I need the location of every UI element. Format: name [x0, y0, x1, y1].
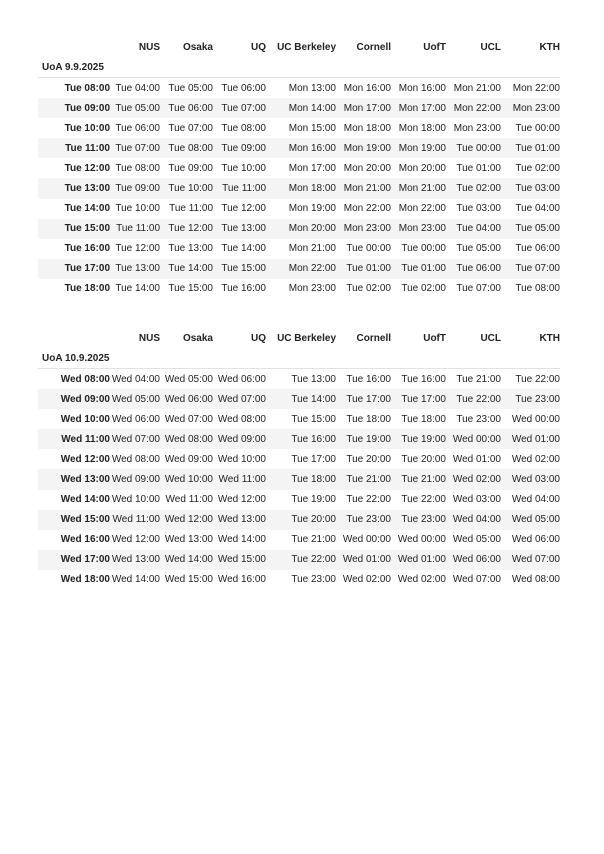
time-cell: Tue 18:00 [291, 474, 336, 486]
time-cell: Tue 09:00 [168, 162, 213, 174]
row-time-label: Wed 09:00 [60, 393, 110, 405]
column-header-uq: UQ [251, 41, 266, 53]
time-cell: Wed 01:00 [397, 554, 446, 566]
time-cell: Mon 22:00 [343, 203, 391, 215]
table-row [38, 259, 560, 279]
time-cell: Wed 04:00 [511, 494, 560, 506]
time-cell: Wed 03:00 [511, 474, 560, 486]
row-time-label: Wed 17:00 [60, 554, 110, 566]
time-cell: Wed 00:00 [511, 413, 560, 425]
time-cell: Wed 06:00 [452, 554, 501, 566]
time-cell: Mon 18:00 [398, 122, 446, 134]
time-cell: Tue 13:00 [291, 373, 336, 385]
column-header-ucl: UCL [480, 41, 501, 53]
time-cell: Tue 22:00 [515, 373, 560, 385]
time-cell: Mon 15:00 [288, 122, 336, 134]
time-cell: Wed 00:00 [342, 534, 391, 546]
time-cell: Wed 00:00 [397, 534, 446, 546]
time-cell: Tue 08:00 [515, 283, 560, 295]
time-cell: Mon 23:00 [512, 102, 560, 114]
time-cell: Tue 23:00 [515, 393, 560, 405]
table-row [38, 78, 560, 98]
time-cell: Tue 04:00 [115, 82, 160, 94]
time-cell: Tue 03:00 [515, 183, 560, 195]
time-cell: Tue 13:00 [168, 243, 213, 255]
time-cell: Mon 19:00 [398, 142, 446, 154]
time-cell: Mon 23:00 [453, 122, 501, 134]
time-cell: Wed 07:00 [111, 433, 160, 445]
row-time-label: Tue 17:00 [64, 263, 110, 275]
time-cell: Wed 08:00 [111, 453, 160, 465]
time-cell: Tue 16:00 [346, 373, 391, 385]
row-time-label: Tue 16:00 [64, 243, 110, 255]
time-cell: Wed 09:00 [164, 453, 213, 465]
time-cell: Tue 00:00 [515, 122, 560, 134]
row-time-label: Wed 14:00 [60, 494, 110, 506]
time-cell: Mon 21:00 [288, 243, 336, 255]
time-cell: Wed 16:00 [217, 574, 266, 586]
time-cell: Tue 12:00 [221, 203, 266, 215]
column-header-osaka: Osaka [182, 41, 213, 53]
time-cell: Tue 17:00 [346, 393, 391, 405]
time-cell: Tue 17:00 [291, 453, 336, 465]
time-cell: Mon 23:00 [398, 223, 446, 235]
time-cell: Mon 13:00 [288, 82, 336, 94]
timezone-table-day1 [38, 37, 560, 299]
time-cell: Wed 08:00 [217, 413, 266, 425]
time-cell: Wed 03:00 [452, 494, 501, 506]
time-cell: Tue 21:00 [346, 474, 391, 486]
date-label-text: UoA 10.9.2025 [42, 352, 110, 364]
row-time-label: Wed 11:00 [61, 433, 110, 445]
timezone-table-day2 [38, 328, 560, 590]
time-cell: Wed 02:00 [342, 574, 391, 586]
time-cell: Tue 15:00 [168, 283, 213, 295]
row-time-label: Tue 12:00 [64, 162, 110, 174]
time-cell: Mon 21:00 [453, 82, 501, 94]
time-cell: Wed 01:00 [452, 453, 501, 465]
table-row [38, 490, 560, 510]
time-cell: Wed 11:00 [112, 514, 160, 526]
time-cell: Wed 04:00 [111, 373, 160, 385]
time-cell: Tue 13:00 [115, 263, 160, 275]
time-cell: Tue 23:00 [291, 574, 336, 586]
time-cell: Tue 07:00 [515, 263, 560, 275]
table-row [38, 239, 560, 259]
time-cell: Tue 14:00 [221, 243, 266, 255]
time-cell: Wed 15:00 [164, 574, 213, 586]
time-cell: Wed 07:00 [511, 554, 560, 566]
time-cell: Wed 07:00 [164, 413, 213, 425]
time-cell: Wed 02:00 [511, 453, 560, 465]
time-cell: Tue 22:00 [291, 554, 336, 566]
time-cell: Wed 13:00 [164, 534, 213, 546]
time-cell: Tue 02:00 [456, 183, 501, 195]
time-cell: Tue 12:00 [168, 223, 213, 235]
table-row [38, 118, 560, 138]
time-cell: Mon 18:00 [288, 183, 336, 195]
column-header-uc-berkeley: UC Berkeley [277, 332, 336, 344]
time-cell: Tue 05:00 [456, 243, 501, 255]
time-cell: Wed 05:00 [164, 373, 213, 385]
time-cell: Tue 09:00 [221, 142, 266, 154]
time-cell: Tue 04:00 [515, 203, 560, 215]
time-cell: Tue 12:00 [115, 243, 160, 255]
time-cell: Wed 06:00 [111, 413, 160, 425]
time-cell: Mon 18:00 [343, 122, 391, 134]
column-header-row [38, 37, 560, 57]
time-cell: Tue 06:00 [168, 102, 213, 114]
time-cell: Tue 21:00 [291, 534, 336, 546]
row-time-label: Wed 13:00 [60, 474, 110, 486]
time-cell: Tue 15:00 [291, 413, 336, 425]
time-cell: Mon 23:00 [343, 223, 391, 235]
time-cell: Tue 02:00 [515, 162, 560, 174]
time-cell: Wed 12:00 [217, 494, 266, 506]
table-row [38, 510, 560, 530]
time-cell: Tue 23:00 [346, 514, 391, 526]
time-cell: Tue 22:00 [401, 494, 446, 506]
time-cell: Tue 07:00 [221, 102, 266, 114]
column-header-uoft: UofT [423, 41, 446, 53]
time-cell: Tue 20:00 [291, 514, 336, 526]
column-header-cornell: Cornell [356, 332, 391, 344]
time-cell: Wed 15:00 [217, 554, 266, 566]
time-cell: Wed 01:00 [511, 433, 560, 445]
row-time-label: Wed 18:00 [60, 574, 110, 586]
time-cell: Tue 18:00 [346, 413, 391, 425]
table-row [38, 570, 560, 590]
time-cell: Wed 04:00 [452, 514, 501, 526]
time-cell: Wed 06:00 [511, 534, 560, 546]
time-cell: Tue 06:00 [115, 122, 160, 134]
time-cell: Wed 14:00 [164, 554, 213, 566]
time-cell: Wed 13:00 [111, 554, 160, 566]
time-cell: Tue 20:00 [401, 453, 446, 465]
time-cell: Tue 23:00 [401, 514, 446, 526]
time-cell: Tue 14:00 [168, 263, 213, 275]
time-cell: Tue 23:00 [456, 413, 501, 425]
time-cell: Tue 07:00 [168, 122, 213, 134]
time-cell: Mon 21:00 [343, 183, 391, 195]
time-cell: Tue 08:00 [221, 122, 266, 134]
time-cell: Wed 05:00 [111, 393, 160, 405]
time-cell: Wed 14:00 [111, 574, 160, 586]
table-row [38, 138, 560, 158]
time-cell: Tue 22:00 [456, 393, 501, 405]
time-cell: Tue 20:00 [346, 453, 391, 465]
row-time-label: Tue 13:00 [64, 183, 110, 195]
time-cell: Mon 20:00 [343, 162, 391, 174]
time-cell: Mon 17:00 [288, 162, 336, 174]
time-cell: Wed 06:00 [164, 393, 213, 405]
time-cell: Tue 02:00 [346, 283, 391, 295]
row-time-label: Tue 09:00 [64, 102, 110, 114]
time-cell: Wed 01:00 [342, 554, 391, 566]
time-cell: Tue 16:00 [221, 283, 266, 295]
table-row [38, 550, 560, 570]
row-time-label: Wed 15:00 [60, 514, 110, 526]
time-cell: Tue 08:00 [168, 142, 213, 154]
column-header-kth: KTH [539, 41, 560, 53]
table-row [38, 449, 560, 469]
time-cell: Mon 22:00 [512, 82, 560, 94]
time-cell: Wed 12:00 [111, 534, 160, 546]
time-cell: Tue 00:00 [346, 243, 391, 255]
time-cell: Tue 01:00 [515, 142, 560, 154]
time-cell: Wed 10:00 [217, 453, 266, 465]
row-time-label: Wed 16:00 [60, 534, 110, 546]
time-cell: Tue 11:00 [116, 223, 160, 235]
time-cell: Wed 02:00 [452, 474, 501, 486]
table-row [38, 178, 560, 198]
time-cell: Mon 16:00 [343, 82, 391, 94]
time-cell: Mon 22:00 [288, 263, 336, 275]
table-row [38, 469, 560, 489]
time-cell: Wed 08:00 [164, 433, 213, 445]
time-cell: Tue 10:00 [168, 183, 213, 195]
column-header-osaka: Osaka [182, 332, 213, 344]
time-cell: Tue 14:00 [291, 393, 336, 405]
time-cell: Mon 20:00 [288, 223, 336, 235]
time-cell: Wed 00:00 [452, 433, 501, 445]
time-cell: Tue 08:00 [115, 162, 160, 174]
time-cell: Wed 09:00 [217, 433, 266, 445]
row-time-label: Wed 08:00 [60, 373, 110, 385]
time-cell: Tue 02:00 [401, 283, 446, 295]
time-cell: Tue 04:00 [456, 223, 501, 235]
column-header-uc-berkeley: UC Berkeley [277, 41, 336, 53]
table-row [38, 389, 560, 409]
time-cell: Wed 12:00 [164, 514, 213, 526]
time-cell: Tue 05:00 [515, 223, 560, 235]
time-cell: Wed 10:00 [164, 474, 213, 486]
time-cell: Tue 11:00 [222, 183, 266, 195]
row-time-label: Tue 18:00 [64, 283, 110, 295]
time-cell: Wed 07:00 [217, 393, 266, 405]
time-cell: Mon 20:00 [398, 162, 446, 174]
table-row [38, 409, 560, 429]
column-header-nus: NUS [138, 41, 160, 53]
time-cell: Mon 22:00 [398, 203, 446, 215]
time-cell: Tue 22:00 [346, 494, 391, 506]
row-time-label: Tue 10:00 [64, 122, 110, 134]
time-cell: Mon 16:00 [398, 82, 446, 94]
table-row [38, 98, 560, 118]
time-cell: Mon 16:00 [288, 142, 336, 154]
column-header-uoft: UofT [423, 332, 446, 344]
date-label [38, 348, 560, 369]
row-time-label: Wed 10:00 [60, 413, 110, 425]
time-cell: Mon 22:00 [453, 102, 501, 114]
time-cell: Tue 21:00 [401, 474, 446, 486]
time-cell: Tue 16:00 [401, 373, 446, 385]
time-cell: Tue 18:00 [401, 413, 446, 425]
row-time-label: Wed 12:00 [60, 453, 110, 465]
column-header-uq: UQ [251, 332, 266, 344]
table-row [38, 279, 560, 299]
table-row [38, 369, 560, 389]
time-cell: Tue 19:00 [291, 494, 336, 506]
time-cell: Tue 06:00 [515, 243, 560, 255]
column-header-ucl: UCL [480, 332, 501, 344]
table-row [38, 429, 560, 449]
time-cell: Tue 16:00 [291, 433, 336, 445]
time-cell: Tue 19:00 [401, 433, 446, 445]
time-cell: Wed 14:00 [217, 534, 266, 546]
time-cell: Mon 19:00 [343, 142, 391, 154]
time-cell: Wed 08:00 [511, 574, 560, 586]
column-header-kth: KTH [539, 332, 560, 344]
time-cell: Wed 10:00 [111, 494, 160, 506]
row-time-label: Tue 11:00 [65, 142, 110, 154]
time-cell: Tue 03:00 [456, 203, 501, 215]
column-header-nus: NUS [138, 332, 160, 344]
time-cell: Wed 09:00 [111, 474, 160, 486]
column-header-cornell: Cornell [356, 41, 391, 53]
row-time-label: Tue 15:00 [64, 223, 110, 235]
time-cell: Wed 13:00 [217, 514, 266, 526]
table-row [38, 219, 560, 239]
time-cell: Tue 10:00 [221, 162, 266, 174]
time-cell: Mon 19:00 [288, 203, 336, 215]
time-cell: Tue 07:00 [115, 142, 160, 154]
date-label-text: UoA 9.9.2025 [42, 61, 104, 73]
time-cell: Mon 21:00 [398, 183, 446, 195]
time-cell: Tue 15:00 [221, 263, 266, 275]
time-cell: Wed 02:00 [397, 574, 446, 586]
table-row [38, 158, 560, 178]
time-cell: Tue 01:00 [346, 263, 391, 275]
column-header-row [38, 328, 560, 348]
table-row [38, 199, 560, 219]
time-cell: Wed 11:00 [165, 494, 213, 506]
row-time-label: Tue 08:00 [64, 82, 110, 94]
time-cell: Tue 09:00 [115, 183, 160, 195]
time-cell: Mon 17:00 [398, 102, 446, 114]
time-cell: Tue 00:00 [401, 243, 446, 255]
time-cell: Tue 11:00 [169, 203, 213, 215]
time-cell: Tue 13:00 [221, 223, 266, 235]
table-row [38, 530, 560, 550]
time-cell: Tue 01:00 [456, 162, 501, 174]
time-cell: Tue 14:00 [115, 283, 160, 295]
time-cell: Tue 10:00 [115, 203, 160, 215]
time-cell: Tue 01:00 [401, 263, 446, 275]
time-cell: Tue 17:00 [401, 393, 446, 405]
time-cell: Tue 07:00 [456, 283, 501, 295]
time-cell: Wed 05:00 [511, 514, 560, 526]
time-cell: Tue 05:00 [115, 102, 160, 114]
time-cell: Wed 05:00 [452, 534, 501, 546]
time-cell: Mon 14:00 [288, 102, 336, 114]
time-cell: Tue 21:00 [456, 373, 501, 385]
time-cell: Wed 11:00 [218, 474, 266, 486]
time-cell: Tue 06:00 [456, 263, 501, 275]
time-cell: Wed 06:00 [217, 373, 266, 385]
time-cell: Mon 23:00 [288, 283, 336, 295]
time-cell: Tue 06:00 [221, 82, 266, 94]
date-label [38, 57, 560, 78]
time-cell: Tue 05:00 [168, 82, 213, 94]
time-cell: Mon 17:00 [343, 102, 391, 114]
time-cell: Wed 07:00 [452, 574, 501, 586]
time-cell: Tue 00:00 [456, 142, 501, 154]
time-cell: Tue 19:00 [346, 433, 391, 445]
row-time-label: Tue 14:00 [64, 203, 110, 215]
